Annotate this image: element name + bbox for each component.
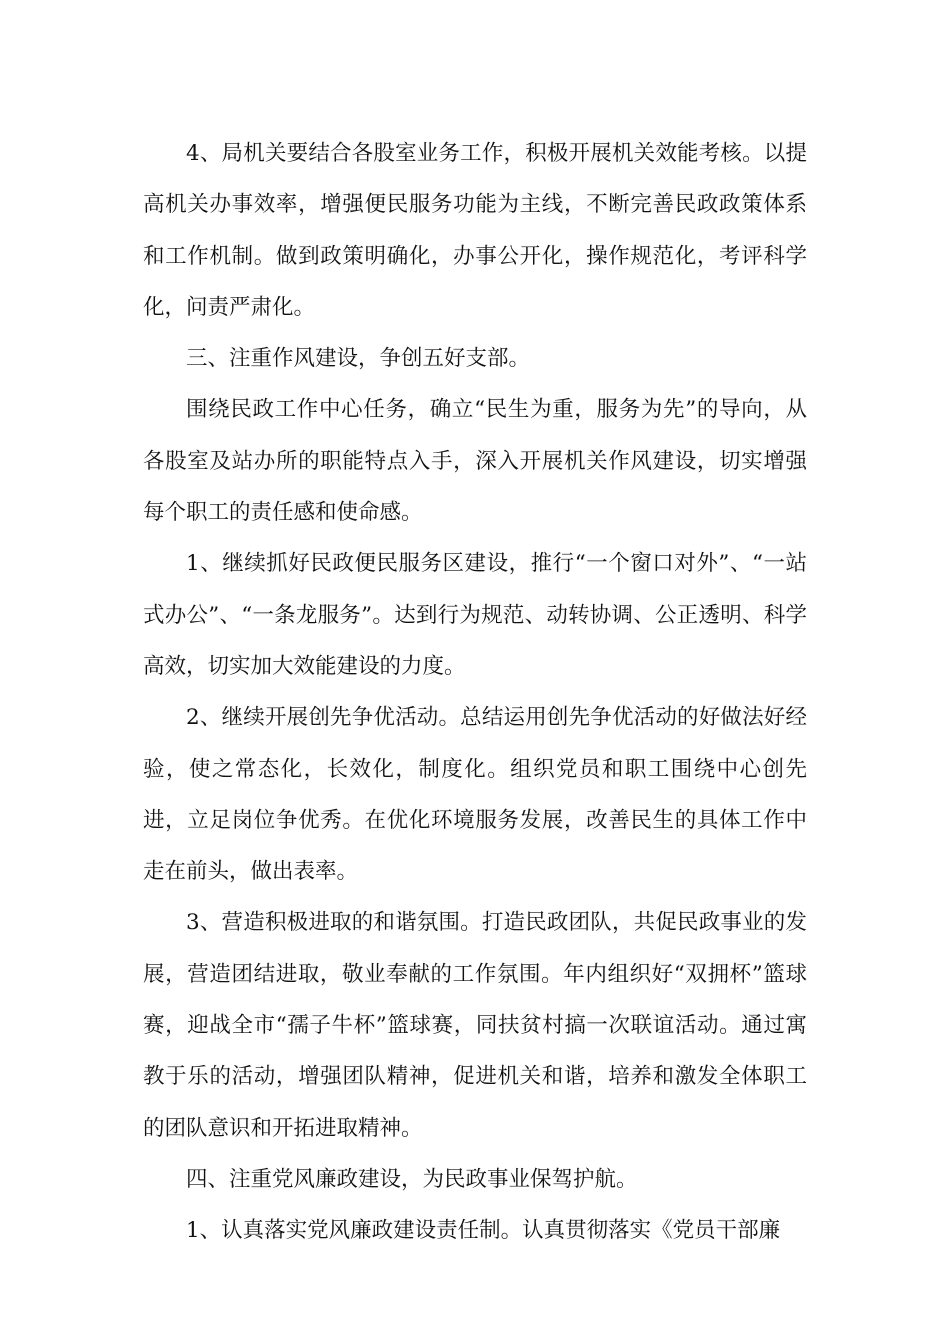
paragraph-service-area: 1、继续抓好民政便民服务区建设，推行“一个窗口对外”、“一站式办公”、“一条龙服务”。达到行为规范、动转协调、公正透明、科学高效，切实加大效能建设的力度。: [143, 551, 807, 679]
paragraph-efficiency-assessment: 4、局机关要结合各股室业务工作，积极开展机关效能考核。以提高机关办事效率，增强便民服务功能为主线，不断完善民政政策体系和工作机制。做到政策明确化，办事公开化，操作规范化，考评科学化，问责严肃化。: [143, 141, 807, 320]
document-body: [143, 128, 807, 1257]
paragraph-harmonious-atmosphere: 3、营造积极进取的和谐氛围。打造民政团队，共促民政事业的发展，营造团结进取，敬业奉献的工作氛围。年内组织好“双拥杯”篮球赛，迎战全市“孺子牛杯”篮球赛，同扶贫村搞一次联谊活动。通过寓教于乐的活动，增强团队精神，促进机关和谐，培养和激发全体职工的团队意识和开拓进取精神。: [143, 910, 807, 1141]
section-heading-integrity: 四、注重党风廉政建设，为民政事业保驾护航。: [186, 1166, 638, 1192]
paragraph-responsibility-system: 1、认真落实党风廉政建设责任制。认真贯彻落实《党员干部廉: [186, 1218, 781, 1244]
paragraph-work-style-intro: 围绕民政工作中心任务，确立“民生为重，服务为先”的导向，从各股室及站办所的职能特点入手，深入开展机关作风建设，切实增强每个职工的责任感和使命感。: [143, 397, 807, 526]
section-heading-work-style: 三、注重作风建设，争创五好支部。: [186, 346, 531, 372]
paragraph-excellence-activity: 2、继续开展创先争优活动。总结运用创先争优活动的好做法好经验，使之常态化，长效化，制度化。组织党员和职工围绕中心创先进，立足岗位争优秀。在优化环境服务发展，改善民生的具体工作中走在前头，做出表率。: [143, 705, 807, 885]
